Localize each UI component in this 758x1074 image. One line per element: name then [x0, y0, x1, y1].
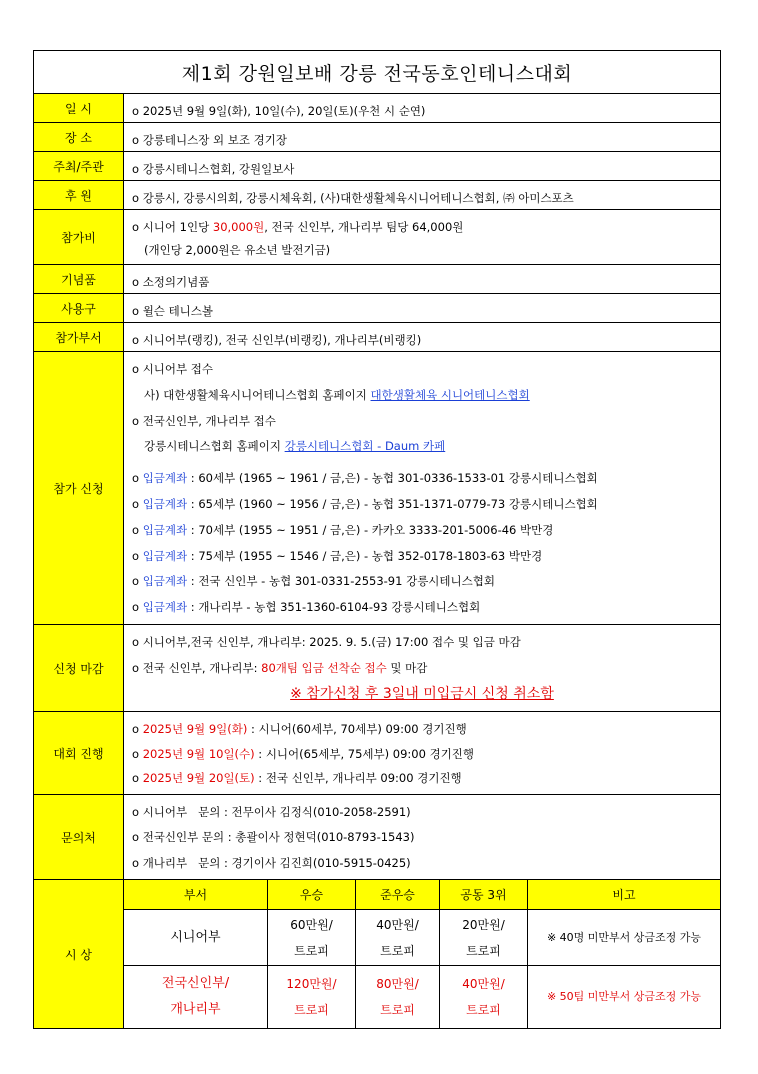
- account-line: o 입금계좌 : 75세부 (1955 ~ 1546 / 금,은) - 농협 352-0178-1803-63 박만경: [132, 548, 543, 563]
- prize-senior-second: 40만원/ 트로피: [356, 910, 440, 966]
- account-line: o 입금계좌 : 65세부 (1960 ~ 1956 / 금,은) - 농협 351-1371-0779-73 강릉시테니스협회: [132, 496, 598, 511]
- cancel-notice: ※ 참가신청 후 3일내 미입금시 신청 취소함: [290, 686, 554, 702]
- label-venue: 장 소: [34, 123, 124, 151]
- contact-item: o 개나리부 문의 : 경기이사 김진희(010-5915-0425): [132, 855, 411, 870]
- venue-text: o 강릉테니스장 외 보조 경기장: [132, 133, 287, 147]
- label-host: 주최/주관: [34, 152, 124, 180]
- ball-text: o 윌슨 테니스볼: [132, 304, 214, 318]
- label-contact: 문의처: [34, 795, 124, 879]
- label-divisions: 참가부서: [34, 323, 124, 351]
- divisions-text: o 시니어부(랭킹), 전국 신인부(비랭킹), 개나리부(비랭킹): [132, 333, 422, 347]
- prize-senior-note: ※ 40명 미만부서 상금조정 가능: [528, 910, 720, 966]
- prize-division-national: 전국신인부/ 개나리부: [124, 966, 268, 1028]
- row-fee: [34, 210, 720, 265]
- row-ball: [34, 294, 720, 323]
- prize-header-note: 비고: [528, 880, 720, 910]
- fee-amount: 30,000원: [212, 220, 265, 234]
- account-line: o 입금계좌 : 70세부 (1955 ~ 1951 / 금,은) - 카카오 3333-201-5006-46 박만경: [132, 522, 554, 537]
- label-sponsor: 후 원: [34, 181, 124, 209]
- contact-item: o 전국신인부 문의 : 총괄이사 정현덕(010-8793-1543): [132, 830, 415, 845]
- gangneung-cafe-link[interactable]: 강릉시테니스협회 - Daum 카페: [284, 439, 446, 454]
- prize-national-second: 80만원/ 트로피: [356, 966, 440, 1028]
- label-ball: 사용구: [34, 294, 124, 322]
- label-prizes: 시 상: [34, 880, 124, 1028]
- senior-apply-head: o 시니어부 접수: [132, 362, 214, 377]
- fee-line-2: (개인당 2,000원은 유소년 발전기금): [144, 243, 331, 257]
- label-schedule: 일 시: [34, 94, 124, 122]
- schedule-text: o 2025년 9월 9일(화), 10일(수), 20일(토)(우천 시 순연): [132, 104, 426, 118]
- tournament-notice: [33, 50, 721, 1029]
- deadline-line-1: o 시니어부,전국 신인부, 개나리부: 2025. 9. 5.(금) 17:00 접수 및 입금 마감: [132, 635, 521, 649]
- row-divisions: [34, 323, 720, 352]
- label-fee: 참가비: [34, 210, 124, 264]
- prize-header-division: 부서: [124, 880, 268, 910]
- progress-item: o 2025년 9월 20일(토) : 전국 신인부, 개나리부 09:00 경기진행: [132, 771, 462, 786]
- prize-header-third: 공동 3위: [440, 880, 528, 910]
- row-venue: [34, 123, 720, 152]
- page-title: 제1회 강원일보배 강릉 전국동호인테니스대회: [34, 51, 720, 94]
- sponsor-text: o 강릉시, 강릉시의회, 강릉시체육회, (사)대한생활체육시니어테니스협회, ㈜ 아미스포츠: [132, 191, 574, 205]
- prize-senior-third: 20만원/ 트로피: [440, 910, 528, 966]
- deadline-line-2: o 전국 신인부, 개나리부: 80개팀 입금 선착순 접수 및 마감: [132, 661, 428, 675]
- contact-item: o 시니어부 문의 : 전무이사 김정식(010-2058-2591): [132, 805, 411, 819]
- row-sponsor: [34, 181, 720, 210]
- prize-senior-first: 60만원/ 트로피: [268, 910, 356, 966]
- fee-line-1: o 시니어 1인당 30,000원, 전국 신인부, 개나리부 팀당 64,000원: [132, 220, 464, 234]
- row-application: [34, 352, 720, 625]
- prize-national-third: 40만원/ 트로피: [440, 966, 528, 1028]
- prize-header-first: 우승: [268, 880, 356, 910]
- prize-national-first: 120만원/ 트로피: [268, 966, 356, 1028]
- row-souvenir: [34, 265, 720, 294]
- label-application: 참가 신청: [34, 352, 124, 624]
- label-souvenir: 기념품: [34, 265, 124, 293]
- account-line: o 입금계좌 : 개나리부 - 농협 351-1360-6104-93 강릉시테니스협회: [132, 600, 481, 615]
- senior-association-link[interactable]: 대한생활체육 시니어테니스협회: [370, 387, 530, 402]
- account-line: o 입금계좌 : 전국 신인부 - 농협 301-0331-2553-91 강릉시테니스협회: [132, 574, 495, 589]
- row-contact: [34, 795, 720, 880]
- row-deadline: [34, 625, 720, 712]
- prize-national-note: ※ 50팀 미만부서 상금조정 가능: [546, 990, 702, 1003]
- national-apply-text: 강릉시테니스협회 홈페이지 강릉시테니스협회 - Daum 카페: [144, 439, 446, 454]
- prize-table: [124, 880, 720, 1028]
- progress-item: o 2025년 9월 10일(수) : 시니어(65세부, 75세부) 09:00 경기진행: [132, 746, 475, 761]
- row-prizes: [34, 880, 720, 1028]
- row-schedule: [34, 94, 720, 123]
- souvenir-text: o 소정의기념품: [132, 275, 210, 289]
- account-line: o 입금계좌 : 60세부 (1965 ~ 1961 / 금,은) - 농협 301-0336-1533-01 강릉시테니스협회: [132, 471, 598, 486]
- row-progress: [34, 712, 720, 795]
- prize-header-second: 준우승: [356, 880, 440, 910]
- label-deadline: 신청 마감: [34, 625, 124, 711]
- senior-apply-text: 사) 대한생활체육시니어테니스협회 홈페이지 대한생활체육 시니어테니스협회: [144, 387, 530, 402]
- label-progress: 대회 진행: [34, 712, 124, 794]
- progress-item: o 2025년 9월 9일(화) : 시니어(60세부, 70세부) 09:00 경기진행: [132, 722, 467, 736]
- prize-division-senior: 시니어부: [124, 910, 268, 966]
- national-apply-head: o 전국신인부, 개나리부 접수: [132, 413, 276, 428]
- host-text: o 강릉시테니스협회, 강원일보사: [132, 162, 295, 176]
- row-host: [34, 152, 720, 181]
